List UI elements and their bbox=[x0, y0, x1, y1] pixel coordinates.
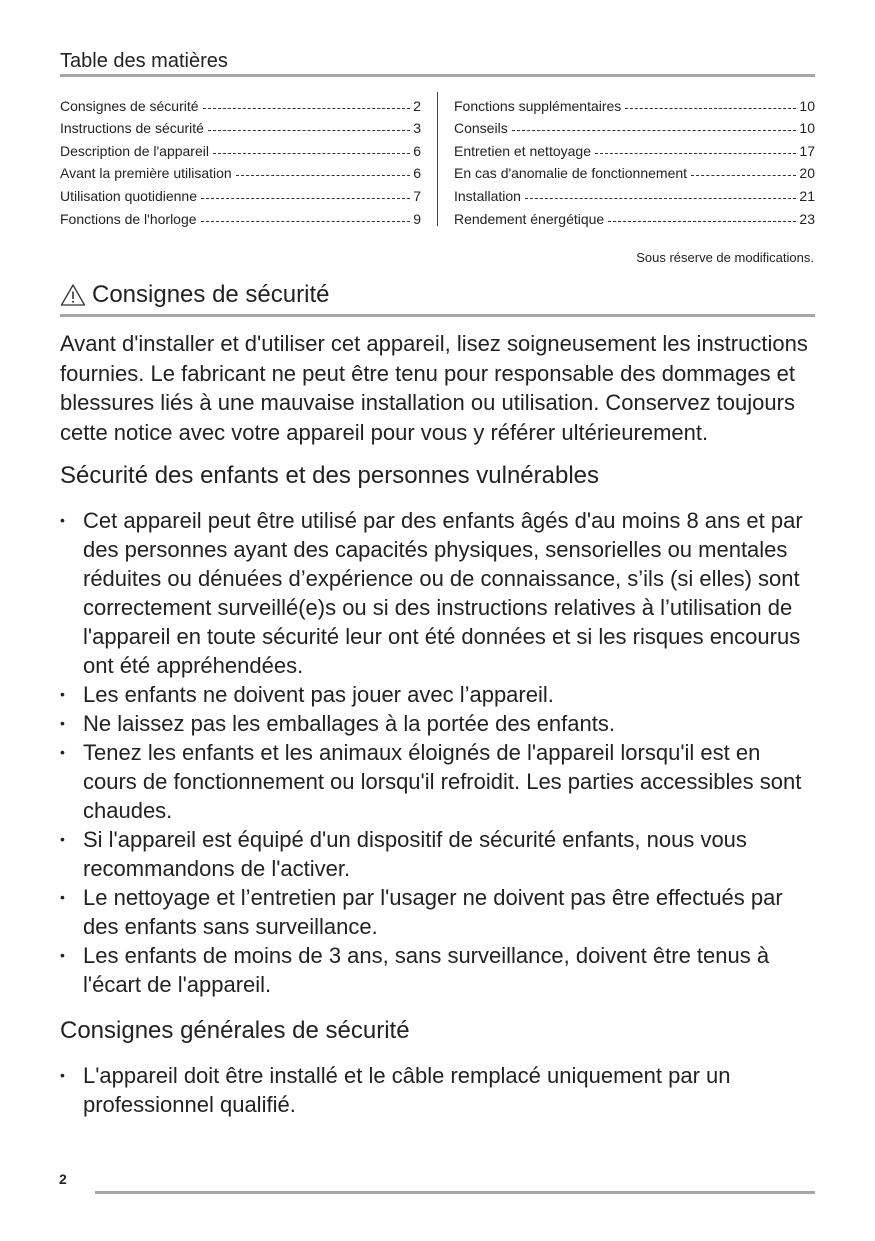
toc-entry-page: 2 bbox=[413, 97, 421, 114]
toc-entry-label: Description de l'appareil bbox=[60, 142, 209, 159]
toc-entry[interactable] bbox=[454, 114, 815, 137]
toc-entry-page: 6 bbox=[413, 165, 421, 182]
toc-leader bbox=[512, 130, 797, 131]
bullet-icon: • bbox=[60, 889, 65, 905]
toc-leader bbox=[608, 221, 796, 222]
section-title: Consignes de sécurité bbox=[92, 281, 330, 308]
toc-entry-page: 21 bbox=[799, 187, 815, 204]
toc-entry-label: Entretien et nettoyage bbox=[454, 142, 591, 159]
toc-leader bbox=[208, 130, 410, 131]
children-safety-list bbox=[60, 506, 818, 999]
list-item-text: L'appareil doit être installé et le câble remplacé uniquement par un professionnel qualifié. bbox=[83, 1063, 731, 1117]
toc-entry-label: Installation bbox=[454, 187, 521, 204]
toc-entry-page: 17 bbox=[799, 142, 815, 159]
toc-entry-label: Utilisation quotidienne bbox=[60, 187, 197, 204]
toc-right-column bbox=[454, 91, 815, 227]
toc-entry-page: 10 bbox=[799, 120, 815, 137]
toc-entry-label: Rendement énergétique bbox=[454, 210, 605, 227]
general-safety-heading: Consignes générales de sécurité bbox=[60, 1017, 410, 1044]
toc-entry-page: 7 bbox=[413, 187, 421, 204]
list-item-text: Si l'appareil est équipé d'un dispositif de sécurité enfants, nous vous recommandons de l'activer. bbox=[83, 827, 747, 881]
list-item bbox=[60, 941, 818, 999]
toc-entry-page: 3 bbox=[413, 120, 421, 137]
section-rule bbox=[60, 314, 815, 317]
toc-entry[interactable] bbox=[454, 181, 815, 204]
list-item bbox=[60, 825, 818, 883]
warning-triangle-icon bbox=[60, 283, 86, 307]
toc-entry-page: 10 bbox=[799, 97, 815, 114]
list-item-text: Le nettoyage et l’entretien par l'usager ne doivent pas être effectués par des enfants sans surveillance. bbox=[83, 885, 783, 939]
bullet-icon: • bbox=[60, 715, 65, 731]
toc-entry[interactable] bbox=[60, 204, 421, 227]
bullet-icon: • bbox=[60, 831, 65, 847]
toc-entry-label: Fonctions de l'horloge bbox=[60, 210, 197, 227]
list-item-text: Ne laissez pas les emballages à la portée des enfants. bbox=[83, 711, 615, 736]
bullet-icon: • bbox=[60, 744, 65, 760]
toc-entry-page: 23 bbox=[799, 210, 815, 227]
toc-entry-page: 20 bbox=[799, 165, 815, 182]
toc-leader bbox=[691, 175, 796, 176]
toc-entry-label: Avant la première utilisation bbox=[60, 165, 232, 182]
bullet-icon: • bbox=[60, 947, 65, 963]
toc-title-rule bbox=[60, 74, 815, 77]
list-item-text: Cet appareil peut être utilisé par des enfants âgés d'au moins 8 ans et par des personnes ayant des capacités physiques, sensorielles ou mentales réduites ou dénuées d’expérience ou de connaissance, s’ils (si elles) sont correctement surveillé(e)s ou si des instructions relatives à l’utilisation de l'appareil en toute sécurité leur ont été données et si les risques encourus ont été appréhendées. bbox=[83, 508, 803, 678]
page-number: 2 bbox=[59, 1171, 67, 1187]
children-safety-heading: Sécurité des enfants et des personnes vulnérables bbox=[60, 462, 600, 489]
list-item bbox=[60, 506, 818, 680]
toc-entry-label: Consignes de sécurité bbox=[60, 97, 199, 114]
toc-leader bbox=[525, 198, 796, 199]
toc-leader bbox=[213, 153, 410, 154]
list-item bbox=[60, 680, 818, 709]
toc-entry-page: 9 bbox=[413, 210, 421, 227]
toc-entry-label: Instructions de sécurité bbox=[60, 120, 204, 137]
list-item-text: Les enfants de moins de 3 ans, sans surveillance, doivent être tenus à l'écart de l'appareil. bbox=[83, 943, 770, 997]
toc-entry-page: 6 bbox=[413, 142, 421, 159]
toc-leader bbox=[201, 221, 411, 222]
list-item-text: Les enfants ne doivent pas jouer avec l’appareil. bbox=[83, 682, 554, 707]
bullet-icon: • bbox=[60, 1067, 65, 1083]
toc-entry-label: Conseils bbox=[454, 120, 508, 137]
bullet-icon: • bbox=[60, 512, 65, 528]
toc-entry[interactable] bbox=[454, 91, 815, 114]
toc-entry[interactable] bbox=[454, 204, 815, 227]
toc-entry[interactable] bbox=[60, 181, 421, 204]
list-item-text: Tenez les enfants et les animaux éloignés de l'appareil lorsqu'il est en cours de fonctionnement ou lorsqu'il refroidit. Les parties accessibles sont chaudes. bbox=[83, 740, 802, 823]
toc-entry[interactable] bbox=[454, 159, 815, 182]
footer-rule bbox=[95, 1191, 815, 1194]
bullet-icon: • bbox=[60, 686, 65, 702]
general-safety-list bbox=[60, 1061, 818, 1119]
section-heading bbox=[60, 280, 329, 310]
toc-entry-label: En cas d'anomalie de fonctionnement bbox=[454, 165, 688, 182]
toc-leader bbox=[595, 153, 796, 154]
toc-leader bbox=[201, 198, 410, 199]
toc-entry[interactable] bbox=[60, 136, 421, 159]
toc-entry[interactable] bbox=[60, 159, 421, 182]
list-item bbox=[60, 1061, 818, 1119]
toc-leader bbox=[203, 108, 411, 109]
toc-entry[interactable] bbox=[454, 136, 815, 159]
toc-leader bbox=[625, 108, 796, 109]
toc-entry-label: Fonctions supplémentaires bbox=[454, 97, 622, 114]
intro-paragraph: Avant d'installer et d'utiliser cet appareil, lisez soigneusement les instructions fournies. Le fabricant ne peut être tenu pour responsable des dommages et blessures liés à une mauvaise installation ou utilisation. Conservez toujours cette notice avec votre appareil pour vous y référer ultérieurement. bbox=[60, 331, 808, 445]
toc-title: Table des matières bbox=[60, 50, 228, 72]
list-item bbox=[60, 883, 818, 941]
toc-entry[interactable] bbox=[60, 114, 421, 137]
toc-leader bbox=[236, 175, 410, 176]
list-item bbox=[60, 738, 818, 825]
toc-column-divider bbox=[437, 92, 438, 226]
toc-entry[interactable] bbox=[60, 91, 421, 114]
list-item bbox=[60, 709, 818, 738]
modifications-note: Sous réserve de modifications. bbox=[636, 250, 814, 265]
toc-left-column bbox=[60, 91, 421, 227]
